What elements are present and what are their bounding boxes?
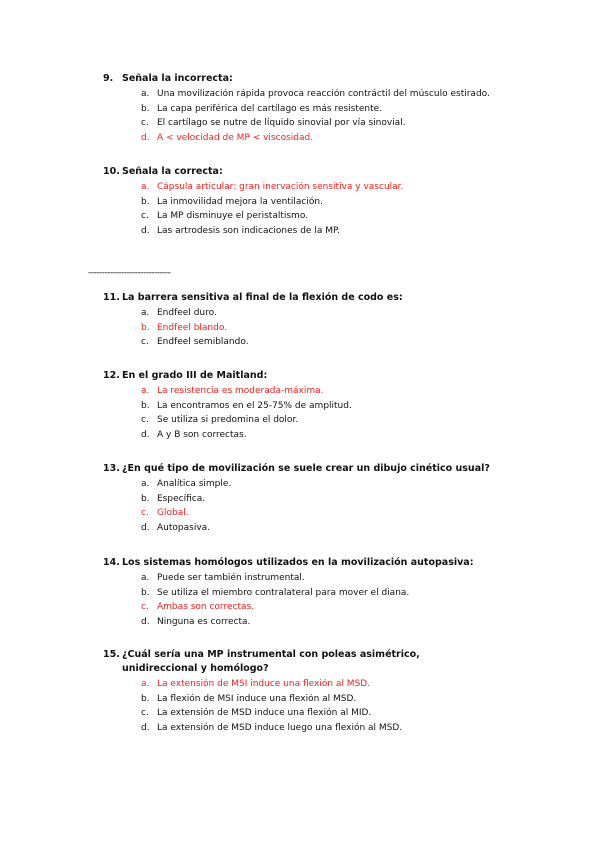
option-text: El cartílago se nutre de líquido sinovial por vía sinovial. — [157, 118, 406, 129]
option-b — [103, 586, 573, 601]
option-text: La extensión de MSI induce una flexión al MSD. — [157, 679, 371, 689]
option-a — [103, 87, 573, 102]
option-text: La inmovilidad mejora la ventilación. — [157, 196, 323, 207]
option-letter: c. — [141, 118, 149, 129]
option-text: Puede ser también instrumental. — [157, 573, 305, 583]
option-a-correct — [103, 180, 573, 195]
question-stem — [103, 462, 573, 476]
option-text: Ninguna es correcta. — [157, 616, 251, 627]
option-letter: c. — [141, 337, 149, 348]
option-text: La MP disminuye el peristaltismo. — [157, 211, 309, 222]
question-11 — [103, 291, 573, 350]
option-a — [103, 571, 573, 586]
question-number: 14. — [103, 557, 120, 568]
option-text: Endfeel duro. — [157, 308, 217, 318]
option-letter: c. — [141, 508, 149, 519]
question-text: ¿En qué tipo de movilización se suele crear un dibujo cinético usual? — [122, 463, 490, 474]
option-text: La flexión de MSI induce una flexión al MSD. — [157, 693, 357, 704]
option-letter: b. — [141, 587, 150, 598]
option-a-correct — [103, 384, 573, 399]
option-text: La extensión de MSD induce luego una flexión al MSD. — [157, 722, 403, 733]
option-c — [103, 706, 573, 721]
option-letter: a. — [141, 479, 150, 489]
option-letter: b. — [141, 693, 150, 704]
option-text: Se utiliza el miembro contralateral para mover el diana. — [157, 587, 410, 598]
option-text: Específica. — [157, 493, 206, 504]
option-letter: d. — [141, 429, 150, 440]
option-letter: a. — [141, 89, 150, 99]
question-number: 13. — [103, 463, 120, 474]
option-text: Endfeel blando. — [157, 322, 228, 333]
option-letter: a. — [141, 679, 150, 689]
option-d — [103, 615, 573, 630]
option-letter: c. — [141, 211, 149, 222]
option-text: Ambas son correctas. — [157, 602, 255, 613]
question-stem — [103, 556, 573, 570]
option-letter: b. — [141, 322, 150, 333]
section-separator: ------------------------------ — [88, 268, 171, 278]
option-a — [103, 306, 573, 321]
question-9 — [103, 72, 573, 145]
option-text: Se utiliza si predomina el dolor. — [157, 415, 299, 426]
option-b — [103, 399, 573, 414]
question-15 — [103, 648, 453, 735]
option-letter: b. — [141, 196, 150, 207]
option-letter: a. — [141, 182, 150, 192]
question-stem — [103, 291, 573, 305]
question-stem — [103, 648, 453, 676]
option-text: A < velocidad de MP < viscosidad. — [157, 132, 314, 143]
option-letter: d. — [141, 225, 150, 236]
option-letter: b. — [141, 103, 150, 114]
option-a-correct — [103, 677, 573, 692]
option-text: Endfeel semiblando. — [157, 337, 249, 348]
option-text: La resistencia es moderada-máxima. — [157, 386, 324, 396]
option-text: La encontramos en el 25-75% de amplitud. — [157, 400, 352, 411]
option-letter: d. — [141, 522, 150, 533]
option-d — [103, 521, 573, 536]
question-text: La barrera sensitiva al final de la flexión de codo es: — [122, 292, 403, 303]
question-text: ¿Cuál sería una MP instrumental con poleas asimétrico, unidireccional y homólogo? — [122, 649, 420, 674]
question-text: En el grado III de Maitland: — [122, 370, 268, 381]
question-number: 9. — [103, 73, 114, 84]
option-a — [103, 477, 573, 492]
option-d — [103, 721, 573, 736]
question-number: 10. — [103, 166, 120, 177]
question-text: Señala la correcta: — [122, 166, 223, 177]
option-letter: a. — [141, 573, 150, 583]
question-stem — [103, 72, 573, 86]
option-d — [103, 428, 573, 443]
question-number: 15. — [103, 649, 120, 660]
option-text: Global. — [157, 508, 189, 519]
option-b-correct — [103, 321, 573, 336]
option-b — [103, 102, 573, 117]
option-d — [103, 224, 573, 239]
option-list — [103, 477, 573, 535]
option-list — [103, 571, 573, 629]
option-b — [103, 195, 573, 210]
option-d-correct — [103, 131, 573, 146]
question-10 — [103, 165, 573, 238]
question-number: 11. — [103, 292, 120, 303]
option-text: Cápsula articular: gran inervación sensitiva y vascular. — [157, 182, 404, 192]
question-stem — [103, 369, 573, 383]
option-list — [103, 180, 573, 238]
option-text: Una movilización rápida provoca reacción contráctil del músculo estirado. — [157, 89, 490, 99]
option-text: Autopasiva. — [157, 522, 211, 533]
option-list — [103, 384, 573, 442]
question-number: 12. — [103, 370, 120, 381]
option-text: La extensión de MSD induce una flexión al MID. — [157, 708, 372, 719]
option-list — [103, 677, 573, 735]
option-c — [103, 116, 573, 131]
question-stem — [103, 165, 573, 179]
option-b — [103, 692, 573, 707]
option-c — [103, 413, 573, 428]
option-letter: c. — [141, 415, 149, 426]
option-letter: a. — [141, 386, 150, 396]
option-c-correct — [103, 600, 573, 615]
option-letter: d. — [141, 616, 150, 627]
option-letter: d. — [141, 722, 150, 733]
option-text: La capa periférica del cartílago es más resistente. — [157, 103, 383, 114]
option-letter: a. — [141, 308, 150, 318]
question-12 — [103, 369, 573, 442]
option-letter: d. — [141, 132, 150, 143]
option-c-correct — [103, 506, 573, 521]
option-letter: b. — [141, 493, 150, 504]
option-c — [103, 335, 573, 350]
option-text: Analítica simple. — [157, 479, 232, 489]
question-13 — [103, 462, 573, 535]
question-text: Los sistemas homólogos utilizados en la movilización autopasiva: — [122, 557, 474, 568]
option-c — [103, 209, 573, 224]
question-text: Señala la incorrecta: — [122, 73, 233, 84]
option-b — [103, 492, 573, 507]
option-letter: c. — [141, 602, 149, 613]
question-14 — [103, 556, 573, 629]
option-list — [103, 87, 573, 145]
option-text: A y B son correctas. — [157, 429, 247, 440]
option-letter: c. — [141, 708, 149, 719]
option-text: Las artrodesis son indicaciones de la MP. — [157, 225, 340, 236]
option-letter: b. — [141, 400, 150, 411]
option-list — [103, 306, 573, 350]
